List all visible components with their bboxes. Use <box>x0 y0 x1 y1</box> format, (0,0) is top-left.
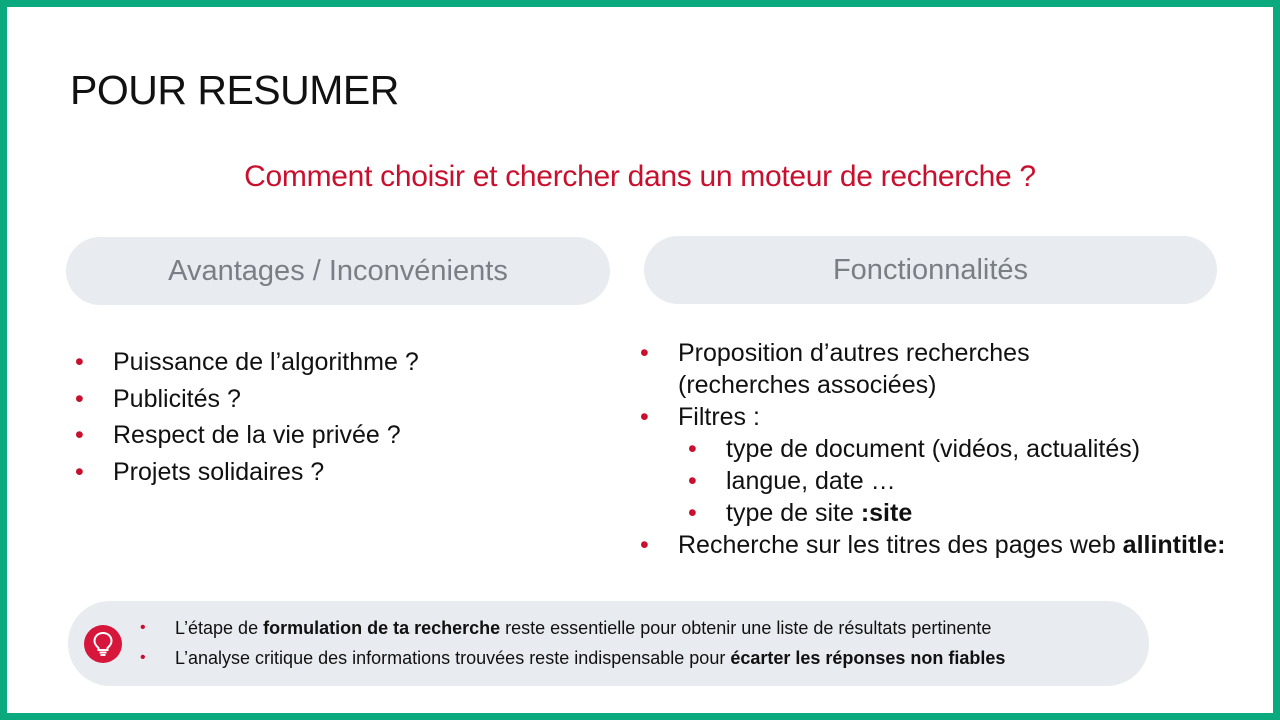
bullet-icon: • <box>688 467 697 495</box>
list-item-text: langue, date … <box>726 467 896 495</box>
list-item <box>640 529 1226 561</box>
bullet-icon: • <box>140 649 146 666</box>
sub-list-item <box>678 433 1225 465</box>
tip-emphasis: formulation de ta recherche <box>263 618 501 638</box>
list-item-text: Recherche sur les titres des pages web <box>678 531 1123 559</box>
list-item <box>640 401 1225 433</box>
bullet-icon: • <box>75 421 84 449</box>
advantages-header: Avantages / Inconvénients <box>66 237 610 305</box>
list-item-text: Projets solidaires ? <box>113 457 325 486</box>
features-list <box>640 337 1226 561</box>
list-item-text: type de document (vidéos, actualités) <box>726 435 1141 463</box>
allintitle-operator: allintitle: <box>1122 531 1226 559</box>
bullet-icon: • <box>75 457 84 486</box>
bullet-icon: • <box>140 619 146 636</box>
tip-item <box>140 643 1006 673</box>
list-item <box>75 344 419 381</box>
list-item <box>75 454 419 491</box>
list-item-text: Respect de la vie privée ? <box>113 421 401 449</box>
list-item-text: Filtres : <box>678 403 760 431</box>
list-item <box>640 337 1225 401</box>
list-item-text: type de site <box>726 499 861 527</box>
tip-text: L’analyse critique des informations trouvées reste indispensable pour <box>175 648 731 668</box>
bullet-icon: • <box>640 531 649 559</box>
list-item-text: Proposition d’autres recherches (recherches associées) <box>678 339 1030 399</box>
list-item-text: Publicités ? <box>113 384 241 413</box>
bullet-icon: • <box>688 435 697 463</box>
advantages-list <box>75 344 419 490</box>
bullet-icon: • <box>688 499 697 527</box>
bullet-icon: • <box>75 348 84 376</box>
bullet-icon: • <box>75 384 84 413</box>
list-item <box>75 381 419 418</box>
tip-text: reste essentielle pour obtenir une liste de résultats pertinente <box>500 618 992 638</box>
slide-title: POUR RESUMER <box>70 67 399 113</box>
list-item <box>75 417 419 454</box>
bullet-icon: • <box>640 339 649 367</box>
sub-list-item <box>678 465 1225 497</box>
tip-text: L’étape de <box>175 618 264 638</box>
bullet-icon: • <box>640 403 649 431</box>
tip-emphasis: écarter les réponses non fiables <box>730 648 1006 668</box>
list-item-text: Puissance de l’algorithme ? <box>113 348 419 376</box>
tip-item <box>140 613 1005 643</box>
site-operator: :site <box>860 499 913 527</box>
lightbulb-icon <box>84 625 122 663</box>
slide-question: Comment choisir et chercher dans un moteur de recherche ? <box>244 160 1036 193</box>
tip-list <box>140 613 1006 673</box>
features-header: Fonctionnalités <box>644 236 1217 304</box>
tip-box <box>68 601 1149 686</box>
sub-list-item <box>678 497 1225 529</box>
